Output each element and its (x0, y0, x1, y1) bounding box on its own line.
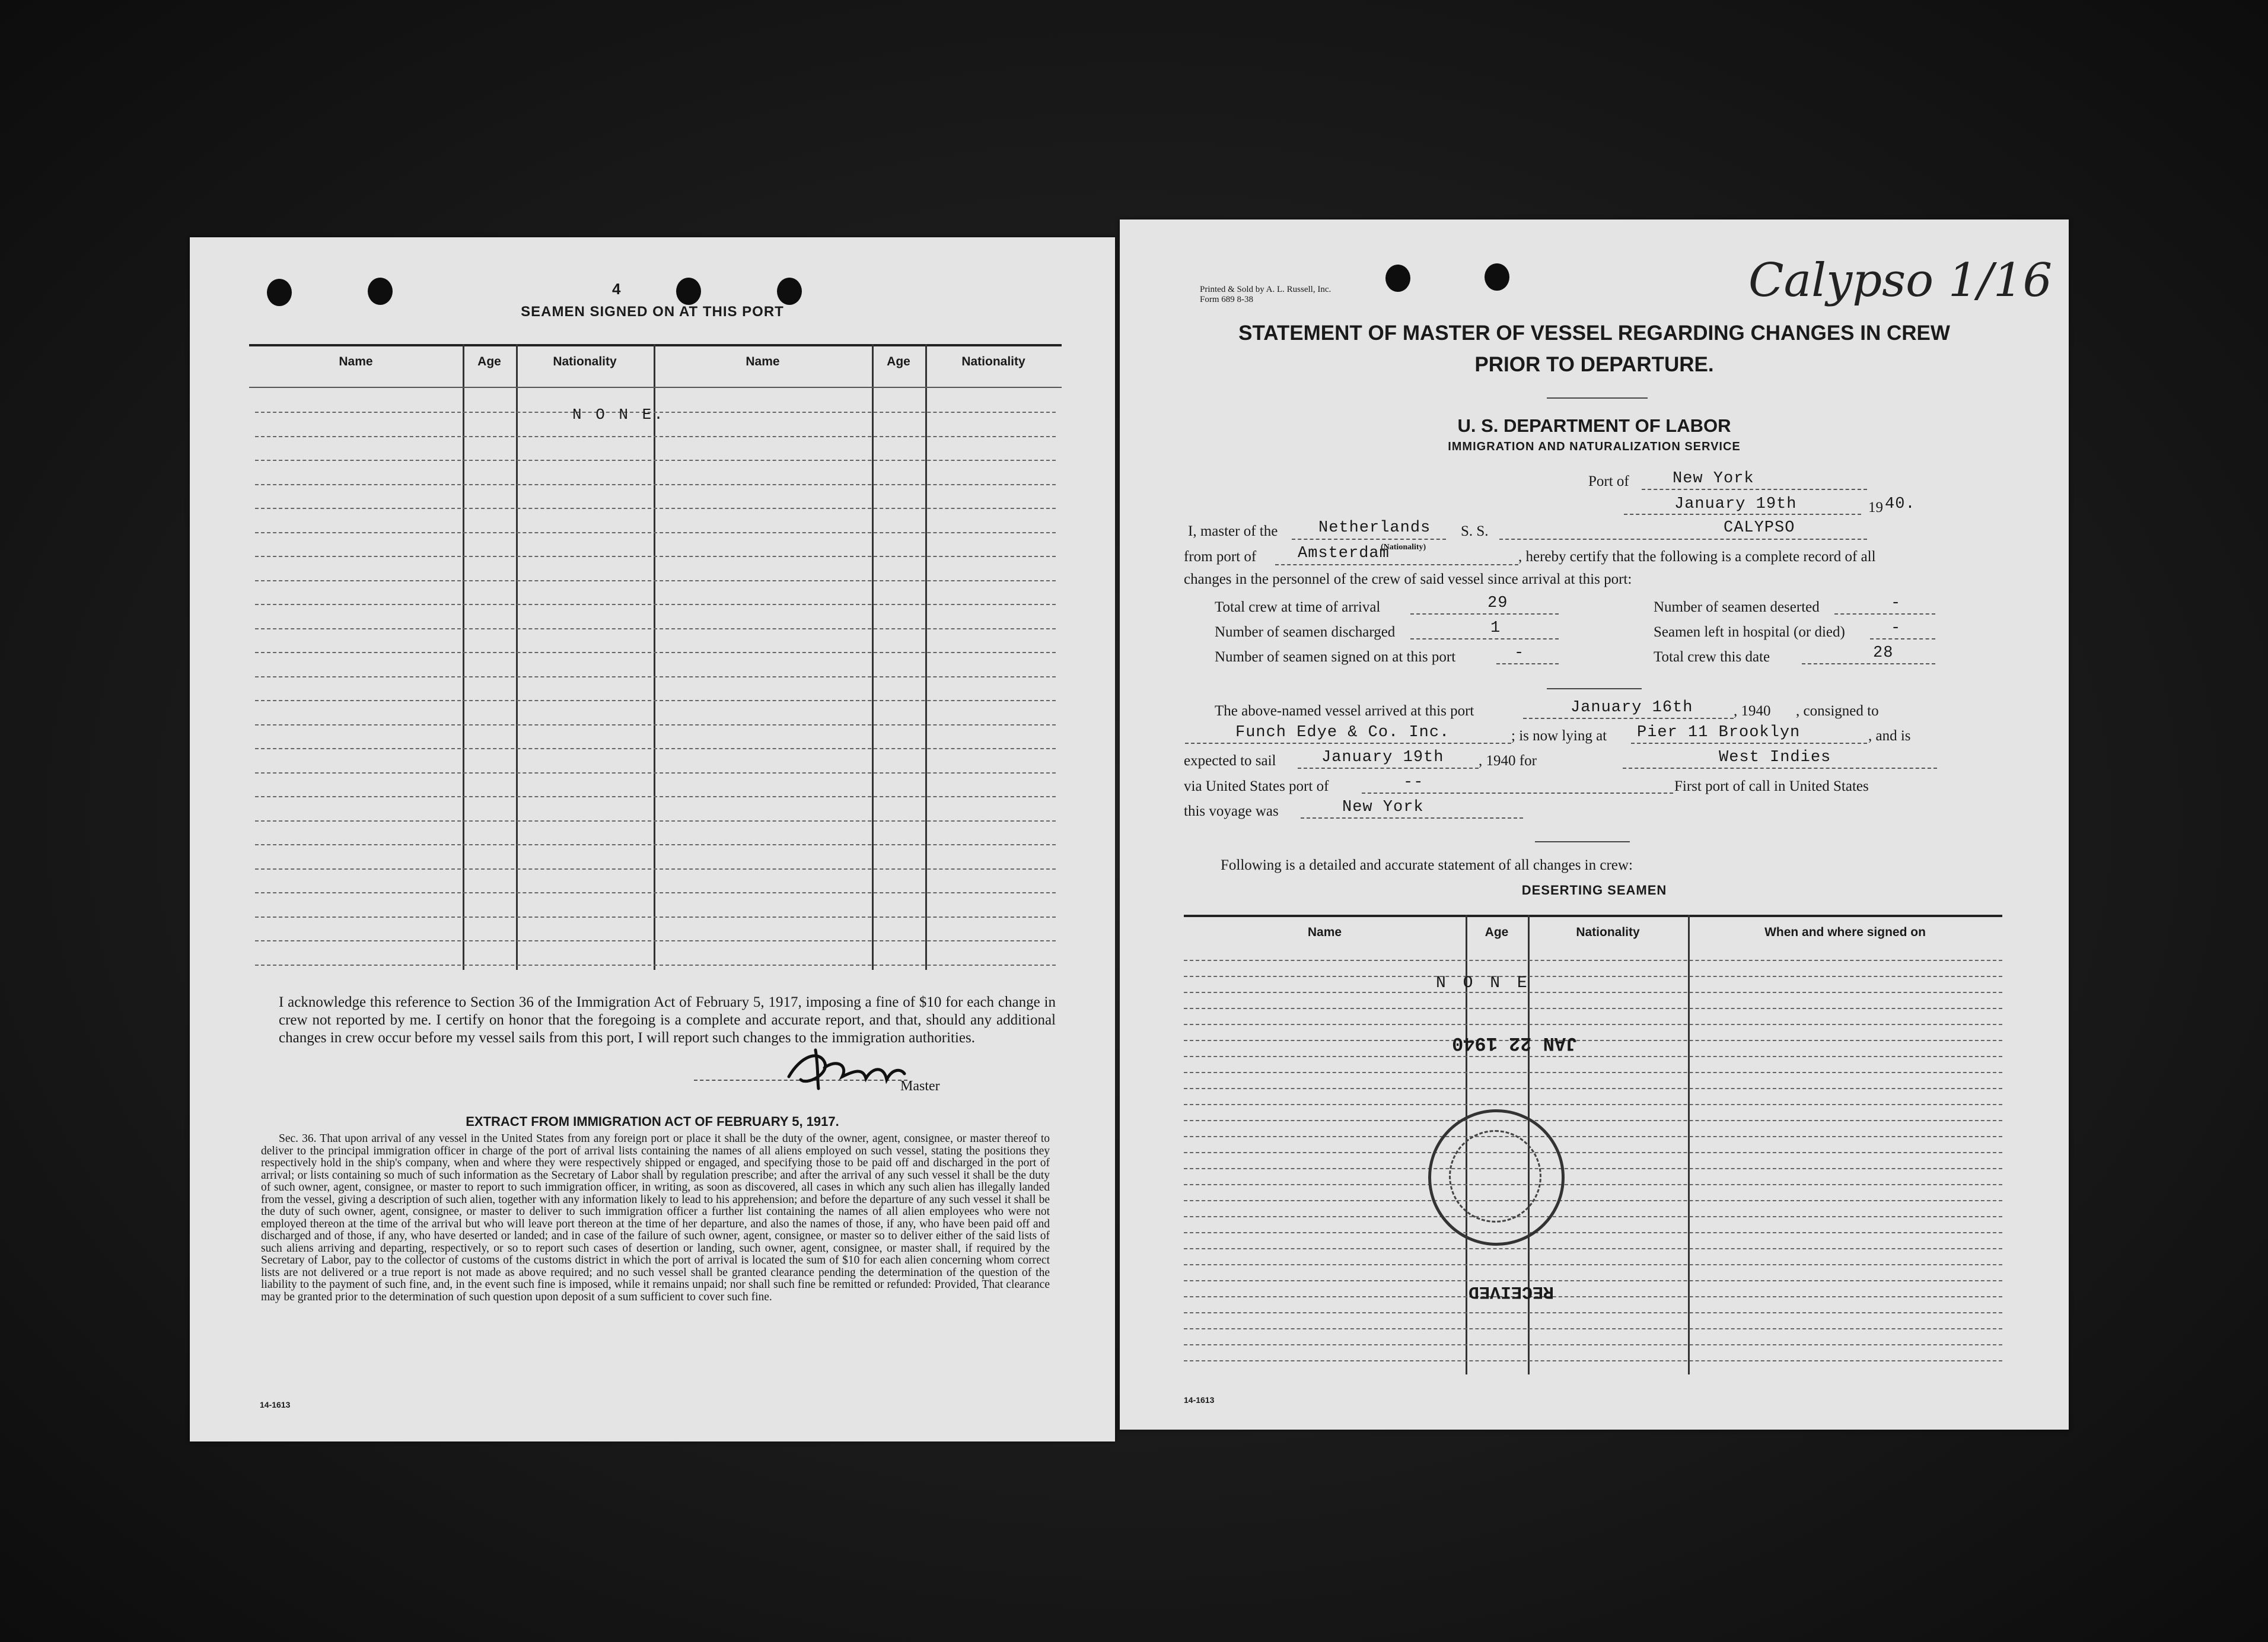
table-row (1184, 1008, 2002, 1009)
punch-hole (368, 278, 393, 305)
form-title-line2: PRIOR TO DEPARTURE. (1474, 353, 1714, 376)
column-header: Age (477, 355, 501, 368)
stamp-received: RECEIVED (1469, 1281, 1555, 1301)
expected-label: expected to sail (1184, 753, 1276, 769)
none-entry: N O N E (1436, 974, 1531, 992)
table-row (255, 965, 1056, 966)
table-row (1184, 1216, 2002, 1217)
table-row (1184, 1200, 2002, 1201)
and-is-label: , and is (1868, 728, 1911, 744)
expected-year: , 1940 for (1479, 753, 1537, 769)
via-value: -- (1403, 774, 1424, 791)
port-label: Port of (1588, 473, 1629, 489)
column-header: Name (1307, 925, 1342, 939)
table-row (255, 460, 1056, 461)
table-row (1184, 1024, 2002, 1025)
printer-line: Printed & Sold by A. L. Russell, Inc. (1200, 285, 1332, 294)
deserted-value: - (1891, 594, 1901, 612)
column-header: When and where signed on (1764, 925, 1926, 939)
table-row (255, 532, 1056, 533)
table-row (1184, 1072, 2002, 1073)
destination-value: West Indies (1719, 749, 1831, 766)
table-row (1184, 960, 2002, 961)
table-row (1184, 1120, 2002, 1121)
table-row (1184, 1248, 2002, 1249)
table-row (255, 868, 1056, 870)
punch-hole (1485, 263, 1509, 291)
hospital-label: Seamen left in hospital (or died) (1654, 624, 1845, 640)
service-name: IMMIGRATION AND NATURALIZATION SERVICE (1448, 440, 1741, 453)
ss-label: S. S. (1461, 523, 1489, 539)
nationality-value: Netherlands (1318, 519, 1431, 537)
column-header: Age (887, 355, 910, 368)
table-row (255, 917, 1056, 918)
total-crew-date-value: 28 (1873, 644, 1894, 662)
table-row (255, 892, 1056, 893)
table-row (1184, 1264, 2002, 1265)
table-row (1184, 1360, 2002, 1361)
date-value: January 19th (1674, 495, 1797, 513)
total-crew-date-label: Total crew this date (1654, 649, 1770, 665)
table-row (1184, 1312, 2002, 1313)
master-signature (783, 1032, 913, 1097)
total-crew-arrival-value: 29 (1487, 594, 1508, 612)
lying-value: Pier 11 Brooklyn (1637, 724, 1801, 742)
hospital-value: - (1891, 619, 1901, 637)
consigned-label: , consigned to (1796, 703, 1879, 719)
voyage-value: New York (1342, 798, 1424, 816)
lying-label: ; is now lying at (1511, 728, 1607, 744)
master-label: Master (900, 1078, 940, 1094)
punch-hole (676, 278, 701, 305)
certify-text-2: changes in the personnel of the crew of said vessel since arrival at this port: (1184, 571, 1632, 587)
certify-text: , hereby certify that the following is a complete record of all (1518, 549, 1876, 565)
consignee-value: Funch Edye & Co. Inc. (1235, 724, 1450, 742)
first-port-label: First port of call in United States (1674, 778, 1869, 794)
table-row (1184, 1184, 2002, 1185)
form-title-line1: STATEMENT OF MASTER OF VESSEL REGARDING CHANGES IN CREW (1238, 322, 1950, 345)
punch-hole (267, 279, 292, 306)
table-row (255, 724, 1056, 725)
table-row (255, 940, 1056, 941)
ship-value: CALYPSO (1724, 519, 1795, 537)
punch-hole (777, 278, 802, 305)
column-header: Nationality (553, 355, 617, 368)
table-row (255, 484, 1056, 485)
divider (1547, 688, 1642, 689)
table-row (255, 844, 1056, 845)
table-row (1184, 1088, 2002, 1089)
voyage-label: this voyage was (1184, 803, 1279, 819)
stamp-date: JAN 22 1940 (1452, 1032, 1578, 1054)
signed-on-value: - (1514, 644, 1525, 662)
table-row (1184, 1328, 2002, 1329)
column-header: Nationality (1576, 925, 1640, 939)
column-header: Age (1485, 925, 1509, 939)
discharged-label: Number of seamen discharged (1215, 624, 1396, 640)
table-row (1184, 1296, 2002, 1297)
table-row (1184, 1344, 2002, 1345)
table-row (255, 748, 1056, 749)
acknowledgement-text: I acknowledge this reference to Section 36 of the Immigration Act of February 5, 1917, imposing a fine of $10 for each change in crew not reported by me. I certify on honor that the foregoing is a complete and accurate report, and that, should any additional changes in crew occur before my vessel sails from this port, I will report such changes to the immigration authorities. (279, 994, 1056, 1046)
left-page (190, 237, 1115, 1441)
punch-hole (1385, 265, 1410, 292)
page-number: 4 (612, 280, 621, 298)
handwritten-note: Calypso 1/16 (1748, 254, 2053, 307)
master-of-label: I, master of the (1188, 523, 1278, 539)
extract-title: EXTRACT FROM IMMIGRATION ACT OF FEBRUARY 5, 1917. (466, 1114, 839, 1129)
table-row (1184, 976, 2002, 977)
discharged-value: 1 (1490, 619, 1501, 637)
table-row (1184, 1168, 2002, 1169)
table-row (255, 820, 1056, 822)
divider (1535, 841, 1630, 842)
column-header: Nationality (961, 355, 1025, 368)
table-row (1184, 1232, 2002, 1233)
table-row (255, 580, 1056, 581)
table-row (255, 796, 1056, 797)
signed-on-label: Number of seamen signed on at this port (1215, 649, 1456, 665)
table-row (1184, 1152, 2002, 1153)
table-row (255, 676, 1056, 677)
from-port-label: from port of (1184, 549, 1257, 565)
deserting-seamen-table (1184, 915, 2002, 1374)
none-entry: N O N E. (572, 406, 665, 424)
arrived-value: January 16th (1571, 699, 1693, 717)
via-label: via United States port of (1184, 778, 1329, 794)
year-suffix: 40. (1885, 495, 1916, 513)
received-stamp (1428, 1109, 1565, 1246)
arrived-label: The above-named vessel arrived at this port (1215, 703, 1474, 719)
year-prefix: 19 (1868, 499, 1883, 515)
printer-form: Form 689 8-38 (1200, 295, 1253, 304)
table-row (1184, 1056, 2002, 1057)
table-row (1184, 992, 2002, 993)
table-row (255, 556, 1056, 557)
table-row (255, 628, 1056, 629)
table-row (255, 652, 1056, 653)
port-value: New York (1673, 470, 1754, 488)
table-row (255, 508, 1056, 509)
table-row (255, 772, 1056, 774)
form-number: 14-1613 (260, 1400, 291, 1409)
table-row (255, 604, 1056, 605)
following-text: Following is a detailed and accurate statement of all changes in crew: (1221, 857, 1633, 873)
expected-value: January 19th (1321, 749, 1444, 766)
table-row (255, 436, 1056, 437)
arrived-year: , 1940 (1734, 703, 1771, 719)
deserted-label: Number of seamen deserted (1654, 599, 1820, 615)
total-crew-arrival-label: Total crew at time of arrival (1215, 599, 1381, 615)
table-row (1184, 1104, 2002, 1105)
deserting-title: DESERTING SEAMEN (1521, 883, 1667, 898)
column-header: Name (746, 355, 780, 368)
extract-text: Sec. 36. That upon arrival of any vessel in the United States from any foreign port or place it shall be the duty of the owner, agent, consignee, or master thereof to deliver to the principal immigration officer in charge of the port of arrival lists containing the names of all aliens employed on such vessel, stating the positions they respectively hold in the ship's company, when and where they were respectively shipped or engaged, and specifying those to be paid off and discharged in the port of arrival; or lists containing so much of such information as the Secretary of Labor shall by regulation prescribe; and after the arrival of any such vessel it shall be the duty of such owner, agent, consignee, or master to report to such immigration officer, in writing, as soon as discovered, all cases in which any such alien has illegally landed from the vessel, giving a description of such alien, together with any information likely to lead to his apprehension; and before the departure of any such vessel it shall be the duty of such owner, agent, consignee, or master to deliver to such immigration officer a further list containing the names of all alien employees who were not employed thereon at the time of the arrival but who will leave port thereon at the time of her departure, and also the names of those, if any, who have been paid off and discharged and of those, if any, who have deserted or landed; and in case of the failure of such owner, agent, consignee, or master so to deliver either of the said lists of such aliens arriving and departing, respectively, or so to report such cases of desertion or landing, such owner, agent, consignee, or master shall, if required by the Secretary of Labor, pay to the collector of customs of the customs district in which the port of arrival is located the sum of $10 for each alien concerning whom correct lists are not delivered or a true report is not made as above required; and no such vessel shall be granted clearance pending the determination of the question of the liability to the payment of such fine, and, in the event such fine is imposed, while it remains unpaid; nor shall such fine be remitted or refunded: Provided, That clearance may be granted prior to the determination of such question upon deposit of a sum sufficient to cover such fine. (261, 1132, 1050, 1303)
divider (1547, 397, 1648, 399)
department-name: U. S. DEPARTMENT OF LABOR (1457, 415, 1731, 436)
seamen-signed-on-table (249, 344, 1062, 970)
table-row (1184, 1040, 2002, 1041)
table-row (1184, 1136, 2002, 1137)
section-title: SEAMEN SIGNED ON AT THIS PORT (521, 304, 784, 320)
table-row (255, 700, 1056, 701)
form-number: 14-1613 (1184, 1395, 1215, 1405)
from-port-value: Amsterdam (1298, 545, 1390, 562)
nationality-caption: (Nationality) (1381, 543, 1426, 552)
column-header: Name (339, 355, 373, 368)
table-row (1184, 1280, 2002, 1281)
right-page (1120, 219, 2069, 1430)
